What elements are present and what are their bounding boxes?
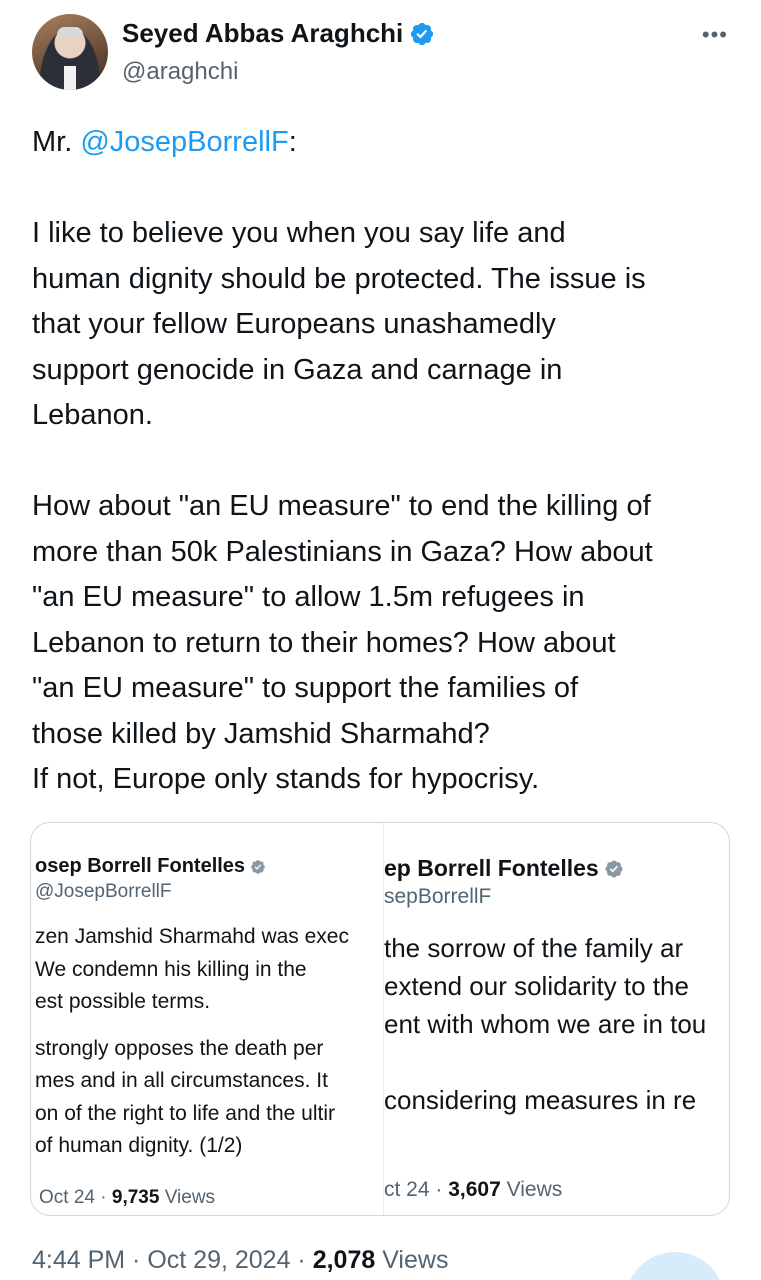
tweet-line: I like to believe you when you say life and — [32, 217, 566, 249]
author-name-row[interactable] — [122, 18, 435, 49]
avatar-hair — [57, 27, 83, 37]
quoted-text-line — [35, 1019, 349, 1033]
quoted-text-line: est possible terms. — [35, 990, 211, 1013]
quoted-text — [35, 921, 349, 1163]
views-label: Views — [375, 1246, 449, 1274]
quoted-text-line: mes and in all circumstances. It — [35, 1069, 328, 1092]
quoted-sep: · — [429, 1178, 449, 1201]
quoted-text-line: strongly opposes the death per — [35, 1036, 324, 1060]
quoted-date: Oct 24 — [39, 1187, 95, 1208]
tweet-line: human dignity should be protected. The issue is — [32, 262, 646, 295]
tweet-text — [32, 120, 737, 803]
tweet-line: that your fellow Europeans unashamedly — [32, 308, 556, 340]
tweet-line: "an EU measure" to support the families of — [32, 672, 579, 704]
intro-suffix: : — [288, 126, 297, 158]
quoted-text-line: ent with whom we are in tou — [384, 1009, 707, 1039]
quoted-text-line: the sorrow of the family ar — [384, 933, 684, 963]
quoted-author-handle: @JosepBorrellF — [35, 881, 172, 902]
more-options-icon[interactable]: ••• — [701, 22, 728, 47]
footer-sep: · — [125, 1246, 148, 1274]
tweet-line: support genocide in Gaza and carnage in — [32, 353, 563, 386]
quoted-text-line: on of the right to life and the ultir — [35, 1101, 336, 1125]
quoted-text — [384, 929, 706, 1119]
tweet-line: Lebanon. — [32, 399, 153, 431]
quoted-author-name-row — [384, 855, 624, 882]
mention-link[interactable]: @JosepBorrellF — [80, 126, 289, 158]
tweet-header — [32, 14, 732, 94]
quoted-author-name: osep Borrell Fontelles — [35, 855, 246, 877]
quoted-screenshot-left[interactable] — [31, 823, 383, 1215]
quoted-views-label: Views — [159, 1187, 216, 1208]
author-name[interactable]: Seyed Abbas Araghchi — [122, 18, 404, 48]
tweet-line: If not, Europe only stands for hypocrisy. — [32, 763, 540, 795]
quoted-author-name: ep Borrell Fontelles — [384, 855, 599, 881]
tweet-intro — [32, 120, 737, 166]
footer-sep: · — [290, 1246, 313, 1274]
quoted-author-name-row — [35, 855, 266, 878]
compose-button[interactable] — [625, 1252, 725, 1280]
quoted-author-handle: sepBorrellF — [384, 885, 492, 908]
quoted-text-line: zen Jamshid Sharmahd was exec — [35, 925, 349, 948]
quoted-text-line: We condemn his killing in the — [35, 957, 307, 981]
tweet-time[interactable]: 4:44 PM — [32, 1246, 126, 1274]
verified-badge-icon — [250, 859, 266, 875]
quoted-views-count: 9,735 — [111, 1187, 160, 1208]
quoted-text-line: extend our solidarity to the — [384, 971, 689, 1001]
avatar[interactable] — [32, 14, 108, 90]
quoted-text-line: considering measures in re — [384, 1085, 697, 1115]
quoted-meta — [384, 1178, 562, 1202]
quoted-meta — [39, 1187, 215, 1209]
tweet-line: How about "an EU measure" to end the killing of — [32, 490, 651, 522]
tweet-date[interactable]: Oct 29, 2024 — [147, 1246, 291, 1274]
quoted-media[interactable] — [30, 822, 730, 1216]
quoted-text-line: of human dignity. (1/2) — [35, 1134, 243, 1157]
quoted-views-count: 3,607 — [448, 1178, 501, 1201]
tweet-footer — [32, 1246, 448, 1275]
intro-prefix: Mr. — [32, 126, 81, 158]
quoted-sep: · — [94, 1187, 112, 1208]
avatar-shirt — [64, 66, 76, 90]
tweet-line: "an EU measure" to allow 1.5m refugees in — [32, 581, 585, 613]
tweet-line: those killed by Jamshid Sharmahd? — [32, 717, 490, 750]
quoted-text-line — [384, 1043, 706, 1081]
quoted-date: ct 24 — [384, 1178, 430, 1201]
verified-badge-icon — [604, 859, 624, 879]
quoted-views-label: Views — [500, 1178, 563, 1201]
tweet-line: more than 50k Palestinians in Gaza? How about — [32, 535, 653, 568]
views-count: 2,078 — [312, 1246, 376, 1274]
verified-badge-icon — [409, 21, 435, 47]
quoted-screenshot-right[interactable] — [383, 823, 729, 1215]
tweet-line: Lebanon to return to their homes? How about — [32, 626, 616, 659]
author-handle[interactable]: @araghchi — [122, 58, 239, 85]
